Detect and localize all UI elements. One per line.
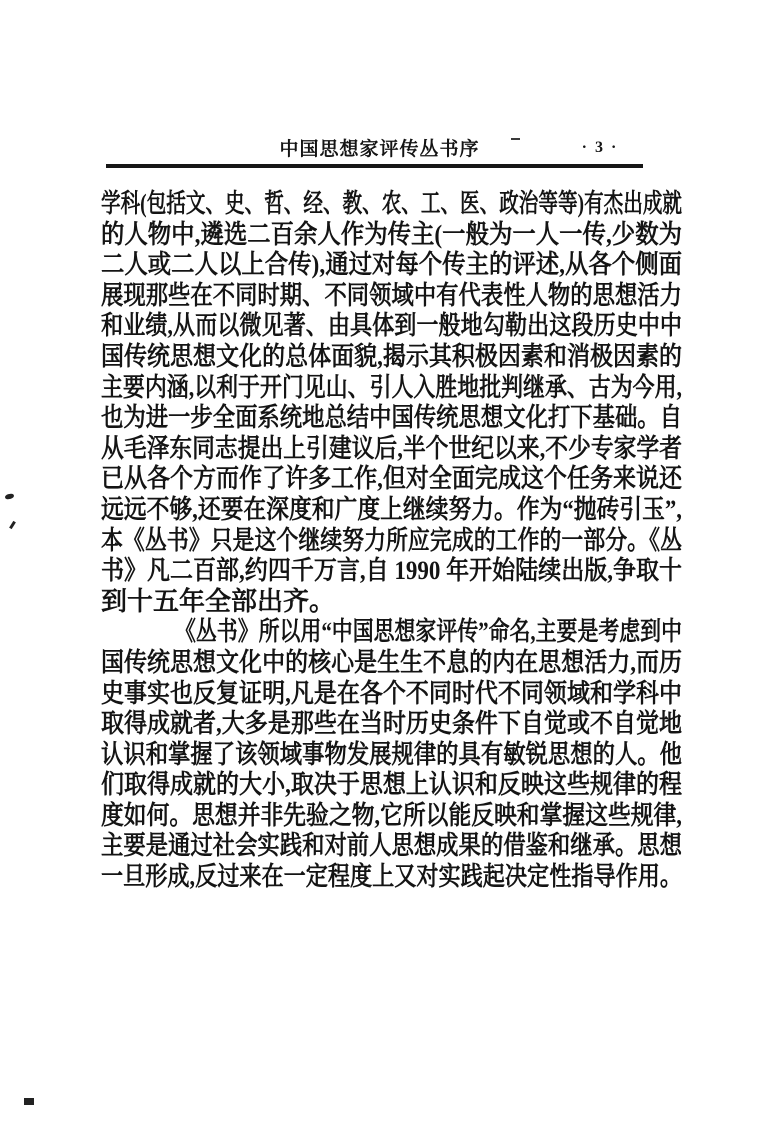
text-line: 书》凡二百部,约四千万言,自 1990 年开始陆续出版,争取十 <box>101 556 682 586</box>
body-text-block <box>101 189 682 893</box>
text-line: 国传统思想文化的总体面貌,揭示其积极因素和消极因素的 <box>101 341 682 371</box>
text-line: 们取得成就的大小,取决于思想上认识和反映这些规律的程 <box>101 770 682 800</box>
text-line: 到十五年全部出齐。 <box>101 586 336 616</box>
text-line: 主要是通过社会实践和对前人思想成果的借鉴和继承。思想 <box>101 831 682 861</box>
text-line: 主要内涵,以利于开门见山、引人入胜地批判继承、古为今用, <box>101 372 682 402</box>
text-line: 也为进一步全面系统地总结中国传统思想文化打下基础。自 <box>101 403 682 433</box>
text-line: 已从各个方而作了许多工作,但对全面完成这个任务来说还 <box>101 464 682 494</box>
text-line: 《丛书》所以用“中国思想家评传”命名,主要是考虑到中 <box>174 617 682 647</box>
text-line: 一旦形成,反过来在一定程度上又对实践起决定性指导作用。 <box>101 862 682 892</box>
text-line: 展现那些在不同时期、不同领域中有代表性人物的思想活力 <box>101 280 682 310</box>
header-divider-rule <box>106 164 643 168</box>
text-line: 国传统思想文化中的核心是生生不息的内在思想活力,而历 <box>101 647 682 677</box>
scan-speck <box>511 138 520 140</box>
paragraph <box>101 617 682 892</box>
text-line: 本《丛书》只是这个继续努力所应完成的工作的一部分。《丛 <box>101 525 682 555</box>
text-line: 的人物中,遴选二百余人作为传主(一般为一人一传,少数为 <box>101 219 682 249</box>
text-line: 史事实也反复证明,凡是在各个不同时代不同领域和学科中 <box>101 678 682 708</box>
scan-speck <box>5 493 15 500</box>
running-header-title: 中国思想家评传丛书序 <box>279 139 480 160</box>
text-line: 从毛泽东同志提出上引建议后,半个世纪以来,不少专家学者 <box>101 433 682 463</box>
page-number: · 3 · <box>581 139 619 156</box>
scan-speck <box>9 521 16 529</box>
scan-speck <box>24 1098 34 1105</box>
text-line: 二人或二人以上合传),通过对每个传主的评述,从各个侧面 <box>101 250 682 280</box>
text-line: 认识和掌握了该领域事物发展规律的具有敏锐思想的人。他 <box>101 739 682 769</box>
paragraph <box>101 189 682 617</box>
text-line: 学科(包括文、史、哲、经、教、农、工、医、政治等等)有杰出成就 <box>101 189 682 218</box>
text-line: 和业绩,从而以微见著、由具体到一般地勾勒出这段历史中中 <box>101 311 682 341</box>
text-line: 远远不够,还要在深度和广度上继续努力。作为“抛砖引玉”, <box>101 494 682 524</box>
text-line: 取得成就者,大多是那些在当时历史条件下自觉或不自觉地 <box>101 709 682 739</box>
text-line: 度如何。思想并非先验之物,它所以能反映和掌握这些规律, <box>101 800 682 830</box>
